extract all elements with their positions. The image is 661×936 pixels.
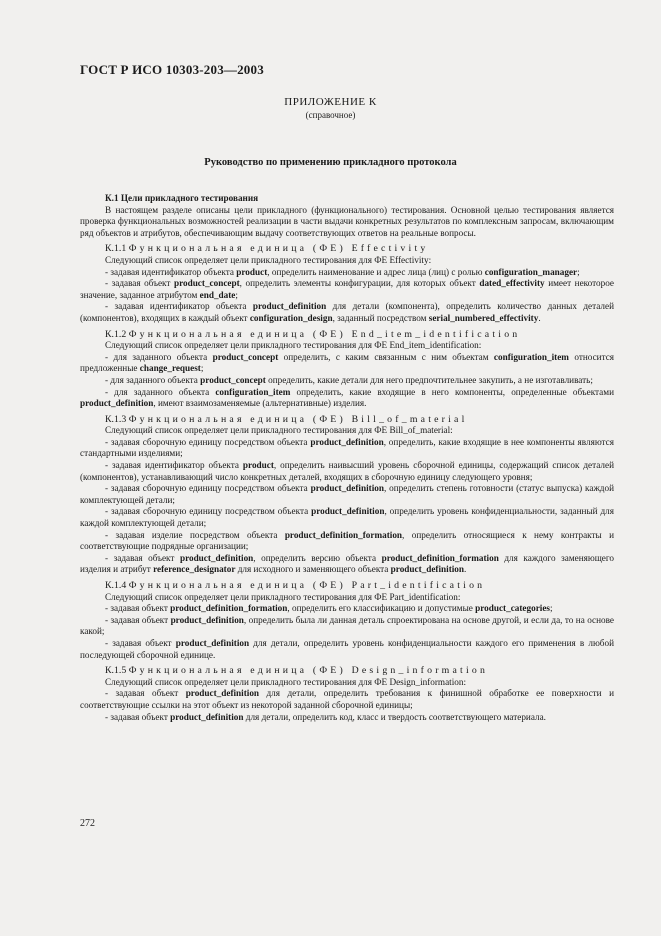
list-item: - задавая сборочную единицу посредством объекта product_definition, определить, какие входящие в нее компоненты являются стандартными изделиями; xyxy=(80,436,614,459)
subsection-lead: Следующий список определяет цели прикладного тестирования для ФЕ End_item_identification: xyxy=(105,340,482,351)
list-item: - задавая объект product_definition_formation, определить его классификацию и допустимые product_categories; xyxy=(105,603,553,614)
list-item: - для заданного объекта product_concept определить, какие детали для него предпочтительнее закупить, а не изготавливать; xyxy=(105,374,593,385)
list-item: - задавая идентификатор объекта product, определить наименование и адрес лица (лиц) с ролью configuration_manager; xyxy=(105,266,580,277)
section-intro: В настоящем разделе описаны цели прикладного (функционального) тестирования. Основной целью тестирования является проверка функциональных возможностей реализации в части выдачи конкретных результатов по комплексным запросам, включающим ряд объектов и атрибутов, обеспечивающим выдачу соответствующих ответов на реальные вопросы. xyxy=(80,204,614,238)
subsection-heading: К.1.1 Функциональная единица (ФЕ) Effectivity xyxy=(105,243,429,255)
document-title: Руководство по применению прикладного протокола xyxy=(204,157,457,168)
subsection-lead: Следующий список определяет цели прикладного тестирования для ФЕ Part_identification: xyxy=(105,591,461,602)
list-item: - задавая изделие посредством объекта product_definition_formation, определить относящиеся к нему контракты и соответствующие подрядные организации; xyxy=(80,529,615,552)
list-item: - задавая объект product_definition, определить версию объекта product_definition_formation для каждого заменяющего изделия и атрибут reference_designator для исходного и заменяющего объекта product_definition. xyxy=(80,552,615,575)
subsection-lead: Следующий список определяет цели прикладного тестирования для ФЕ Design_information: xyxy=(105,676,466,687)
list-item: - для заданного объекта configuration_item определить, какие входящие в него компоненты, определенные объектами product_definition, имеют взаимозаменяемые (альтернативные) изделия. xyxy=(80,386,614,409)
page-number: 272 xyxy=(80,818,95,829)
subsection-lead: Следующий список определяет цели прикладного тестирования для ФЕ Bill_of_material: xyxy=(105,425,453,436)
list-item: - задавая объект product_definition для детали, определить уровень конфиденциальности каждого его применения в любой последующей сборочной единице. xyxy=(80,637,614,660)
list-item: - задавая идентификатор объекта product_definition для детали (компонента), определить количество данных деталей (компонентов), входящих в каждый объект configuration_design, заданный посредством serial_numbered_effectivity. xyxy=(80,301,614,323)
list-item: - задавая объект product_definition для детали, определить код, класс и твердость соответствующего материала. xyxy=(105,711,546,722)
annex-title: ПРИЛОЖЕНИЕ К xyxy=(284,96,377,108)
annex-subtitle: (справочное) xyxy=(305,110,356,120)
list-item: - задавая объект product_definition для детали, определить требования к финишной обработке ее поверхности и соответствующие ссылки на этот объект из некоторой заданной сборочной единицы; xyxy=(80,688,614,710)
subsection-heading: К.1.5 Функциональная единица (ФЕ) Design_information xyxy=(105,665,489,677)
list-item: - задавая сборочную единицу посредством объекта product_definition, определить уровень конфиденциальности, заданный для каждой комплектующей детали; xyxy=(80,506,614,529)
standard-code-header: ГОСТ Р ИСО 10303-203—2003 xyxy=(80,62,264,77)
section-heading: К.1 Цели прикладного тестирования xyxy=(105,193,259,203)
subsection-heading: К.1.3 Функциональная единица (ФЕ) Bill_of_material xyxy=(105,413,468,425)
list-item: - задавая объект product_definition, определить была ли данная деталь спроектирована на основе другой, и если да, то на основе какой; xyxy=(80,614,614,637)
document-body xyxy=(80,193,614,723)
list-item: - задавая идентификатор объекта product, определить наивысший уровень сборочной единицы, содержащий список деталей (компонентов), устанавливающий число конкретных деталей, входящих в сборочную единицу следующего уровня; xyxy=(80,460,615,482)
subsection-heading: К.1.2 Функциональная единица (ФЕ) End_item_identification xyxy=(105,328,521,340)
list-item: - для заданного объекта product_concept определить, с каким связанным с ним объектам configuration_item относится предложенные change_request; xyxy=(80,351,615,374)
list-item: - задавая сборочную единицу посредством объекта product_definition, определить степень готовности (статус выпуска) каждой комплектующей детали; xyxy=(80,483,614,505)
subsection-lead: Следующий список определяет цели прикладного тестирования для ФЕ Effectivity: xyxy=(105,254,432,265)
list-item: - задавая объект product_concept, определить элементы конфигурации, для которых объект dated_effectivity имеет некоторое значение, заданное атрибутом end_date; xyxy=(80,278,614,300)
subsection-heading: К.1.4 Функциональная единица (ФЕ) Part_identification xyxy=(105,580,486,591)
